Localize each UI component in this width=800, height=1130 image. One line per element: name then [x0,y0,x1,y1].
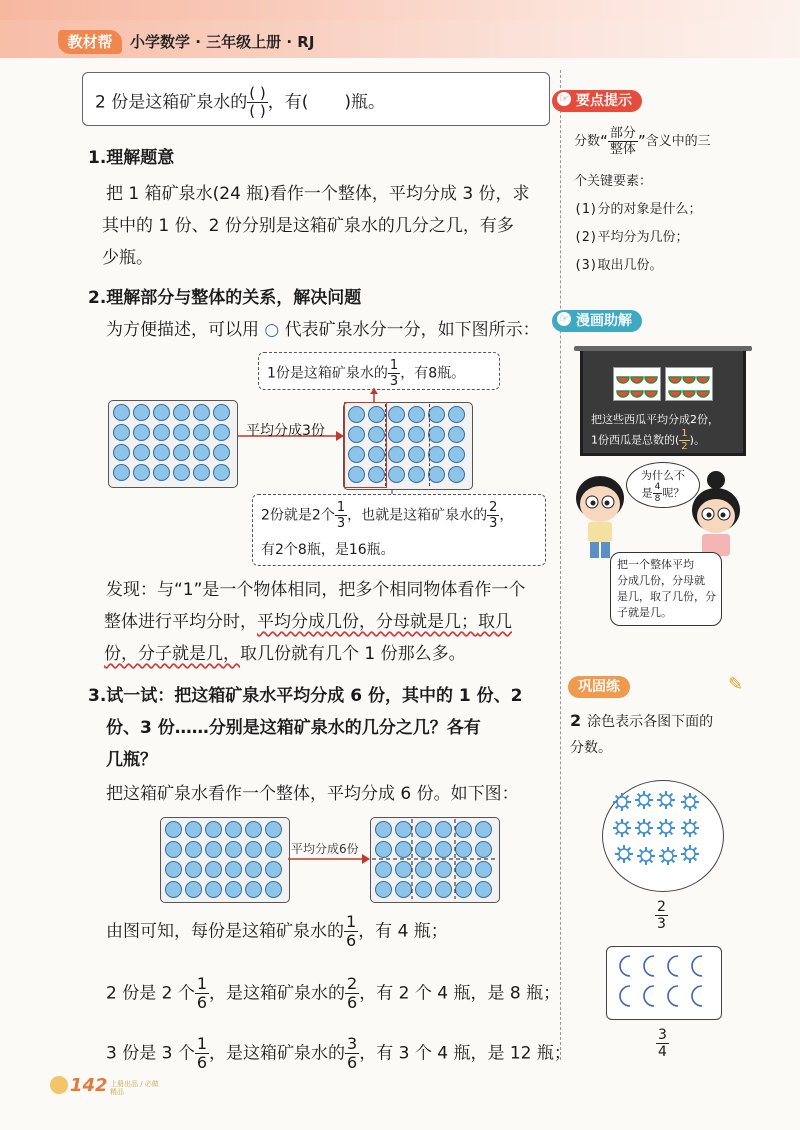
denominator: 6 [346,931,357,950]
fraction-one-sixth [195,1036,209,1071]
arrow-label-6: 平均分成6份 [291,842,359,856]
result-text: ，是这箱矿泉水的 [209,983,346,1004]
intro-text-pre: 为方便描述，可以用 [106,320,259,340]
moon-icon [668,956,678,976]
answer-line: 把一个整体平均 [617,558,694,571]
denominator: 6 [196,993,208,1012]
pointing-hand-icon: ☞ [557,92,571,106]
tip-line: (1)分的对象是什么； [574,202,702,217]
numerator: 1 [389,358,399,373]
question-bubble [626,462,700,508]
tip-text: 分数“ [574,134,608,149]
denominator: 6 [347,993,358,1012]
watermelon-icons [583,351,743,411]
denominator: 2 [681,441,688,452]
sun-icons [602,780,722,890]
board-line [591,429,719,452]
blackboard [580,348,746,456]
fraction-one-sixth [344,914,358,949]
moon-icon [620,956,630,976]
question-text: 分数。 [570,740,612,756]
tip-label [552,90,642,112]
bubble-fraction [653,483,663,504]
numerator: 1 [196,1034,208,1053]
discovery-highlight: 份，分子就是几， [104,644,240,664]
numerator: 1 [196,974,208,993]
badge-icon [50,1076,68,1094]
bubble-text [627,483,699,504]
comic-label-text: 漫画助解 [576,313,632,329]
answer-bubble [610,552,722,626]
moon-icon [644,986,654,1006]
sun-icon [637,847,655,865]
section-3-title-line: 几瓶？ [106,750,157,770]
denominator-word: 整体 [609,142,636,157]
result-text: ，是这箱矿泉水的 [209,1043,346,1064]
section-1-line: 其中的 1 份、2 份分别是这箱矿泉水的几分之几，有多 [102,216,514,236]
answer-line: 分成几份，分母就 [617,574,705,587]
fraction-one-sixth [195,976,209,1011]
result-line-1 [106,914,448,949]
fraction-two-thirds-answer [655,900,668,931]
numerator: 2 [347,974,358,993]
question-text-mid: ，有( [267,92,309,113]
numerator: 1 [346,912,357,931]
bottom-note-text-mid: ，也就是这箱矿泉水的 [347,507,488,524]
fraction-two-sixths [345,976,359,1011]
discovery-segment: 取几份就有几个 1 份那么多。 [240,644,466,664]
question-number: 2 [570,711,582,730]
sun-icon [657,819,675,837]
tip-label-text: 要点提示 [576,93,632,109]
board-line-text: 1份西瓜是总数的( [591,433,680,447]
bubble-text-mid: 是 [641,486,653,500]
numerator: 1 [336,500,346,515]
section-1-title: 1.理解题意 [88,148,175,168]
moon-icon [692,986,702,1006]
board-text [591,411,719,452]
discovery-highlight: 取几 [478,612,512,632]
denominator: 8 [654,494,661,504]
denominator: 3 [389,374,399,389]
board-line: 把这些西瓜平均分成2份， [591,413,719,426]
page-number-badge [50,1074,160,1098]
sun-icon [635,819,653,837]
sun-icon [681,819,699,837]
denominator: 4 [658,1044,667,1060]
discovery-line: 发现：与“1”是一个物体相同，把多个相同物体看作一个 [106,580,526,600]
question-text: 涂色表示各图下面的 [587,714,714,730]
sun-icon [659,847,677,865]
top-note-text: 1份是这箱矿泉水的 [267,365,388,382]
practice-label-text: 巩固练 [578,679,620,695]
tip-line: (2)平均分为几份； [574,230,689,245]
numerator-word: 部分 [609,126,636,141]
question-text-post: )瓶。 [344,92,385,113]
numerator: 2 [657,899,666,915]
numerator: 3 [347,1034,358,1053]
numerator: 4 [654,482,661,492]
discovery-highlight: 平均分成几份，分母就是几； [257,612,478,632]
denominator: 3 [657,916,666,932]
result-text: ，有 4 瓶； [358,921,448,942]
practice-question [570,708,760,761]
top-note-text-post: ，有8瓶。 [400,365,466,382]
pencil-icon: ✎ [728,674,744,695]
result-text: ，有 2 个 4 瓶，是 8 瓶； [359,983,561,1004]
book-title: 小学数学 · 三年级上册 · RJ [130,33,315,51]
arrow-label-3: 平均分成3份 [246,423,325,439]
tip-text: ”含义中的三 [637,134,711,149]
bottom-note-line2: 有2个8瓶，是16瓶。 [261,542,395,558]
bottom-note-text: 2份就是2个 [261,507,335,524]
moon-icon [620,986,630,1006]
result-line-2 [106,976,560,1011]
section-1-line: 把 1 箱矿泉水(24 瓶)看作一个整体，平均分成 3 份，求 [106,184,530,204]
boy-figure [576,476,624,558]
result-text: 2 份是 2 个 [106,983,195,1004]
moon-icons [606,946,720,1018]
pointing-hand-icon: ☞ [557,312,571,326]
answer-line: 是几，取了几份，分 [617,590,716,603]
bottom-note-text-post: ， [499,507,514,524]
blackboard-top-rim [574,346,752,351]
fraction-three-sixths [345,1036,359,1071]
tip-line: 个关键要素： [574,174,653,189]
sun-icon [681,845,699,863]
brand-logo: 教材帮 [58,30,122,54]
footer-tag: 上册出品 / 必做精品 [110,1080,159,1096]
sun-icon [613,819,631,837]
section-3-title-line: 份、3 份……分别是这箱矿泉水的几分之几？各有 [106,718,481,738]
section-2-title: 2.理解部分与整体的关系，解决问题 [88,288,362,308]
section-3-intro: 把这箱矿泉水看作一个整体，平均分成 6 份。如下图： [106,784,519,804]
blank-numerator: ( ) [249,84,266,102]
denominator: 3 [489,516,498,531]
question-text-pre: 2 份是这箱矿泉水的 [95,92,248,113]
circle-icon: ○ [264,320,280,340]
result-text: 3 份是 3 个 [106,1043,195,1064]
result-text: 由图可知，每份是这箱矿泉水的 [106,921,344,942]
answer-line: 子就是几。 [617,606,672,619]
sun-icon [615,845,633,863]
result-text: ，有 3 个 4 瓶，是 12 瓶； [359,1043,571,1064]
part-whole-fraction [608,127,638,156]
sun-icon [613,793,631,811]
board-fraction [679,429,689,452]
blank-denominator: ( ) [249,102,266,120]
page-number: 142 [70,1075,108,1096]
column-divider [560,70,561,1060]
moon-icon [692,956,702,976]
comic-label [552,310,642,332]
numerator: 2 [489,500,498,515]
section-1-line: 少瓶。 [102,248,153,268]
discovery-segment: 整体进行平均分时， [104,612,257,632]
bubble-text: 为什么不 [641,469,685,482]
practice-label [568,676,630,698]
section-3-title-line: 3.试一试：把这箱矿泉水平均分成 6 份，其中的 1 份、2 [88,686,523,706]
fraction-three-quarters-answer [656,1028,669,1059]
intro-text-post: 代表矿泉水分一分，如下图所示： [284,320,540,340]
denominator: 6 [347,1053,358,1072]
denominator: 3 [336,516,346,531]
bubble-text-post: 呢？ [662,486,685,500]
board-line-end: )。 [689,433,705,447]
moon-icon [644,956,654,976]
tip-content [574,124,774,280]
numerator: 3 [658,1027,667,1043]
denominator: 6 [196,1053,208,1072]
result-line-3 [106,1036,571,1071]
moon-icon [668,986,678,1006]
numerator: 1 [681,428,688,439]
sun-icon [635,791,653,809]
tip-line: (3)取出几份。 [574,258,663,273]
sun-icon [657,791,675,809]
sun-icon [681,793,699,811]
